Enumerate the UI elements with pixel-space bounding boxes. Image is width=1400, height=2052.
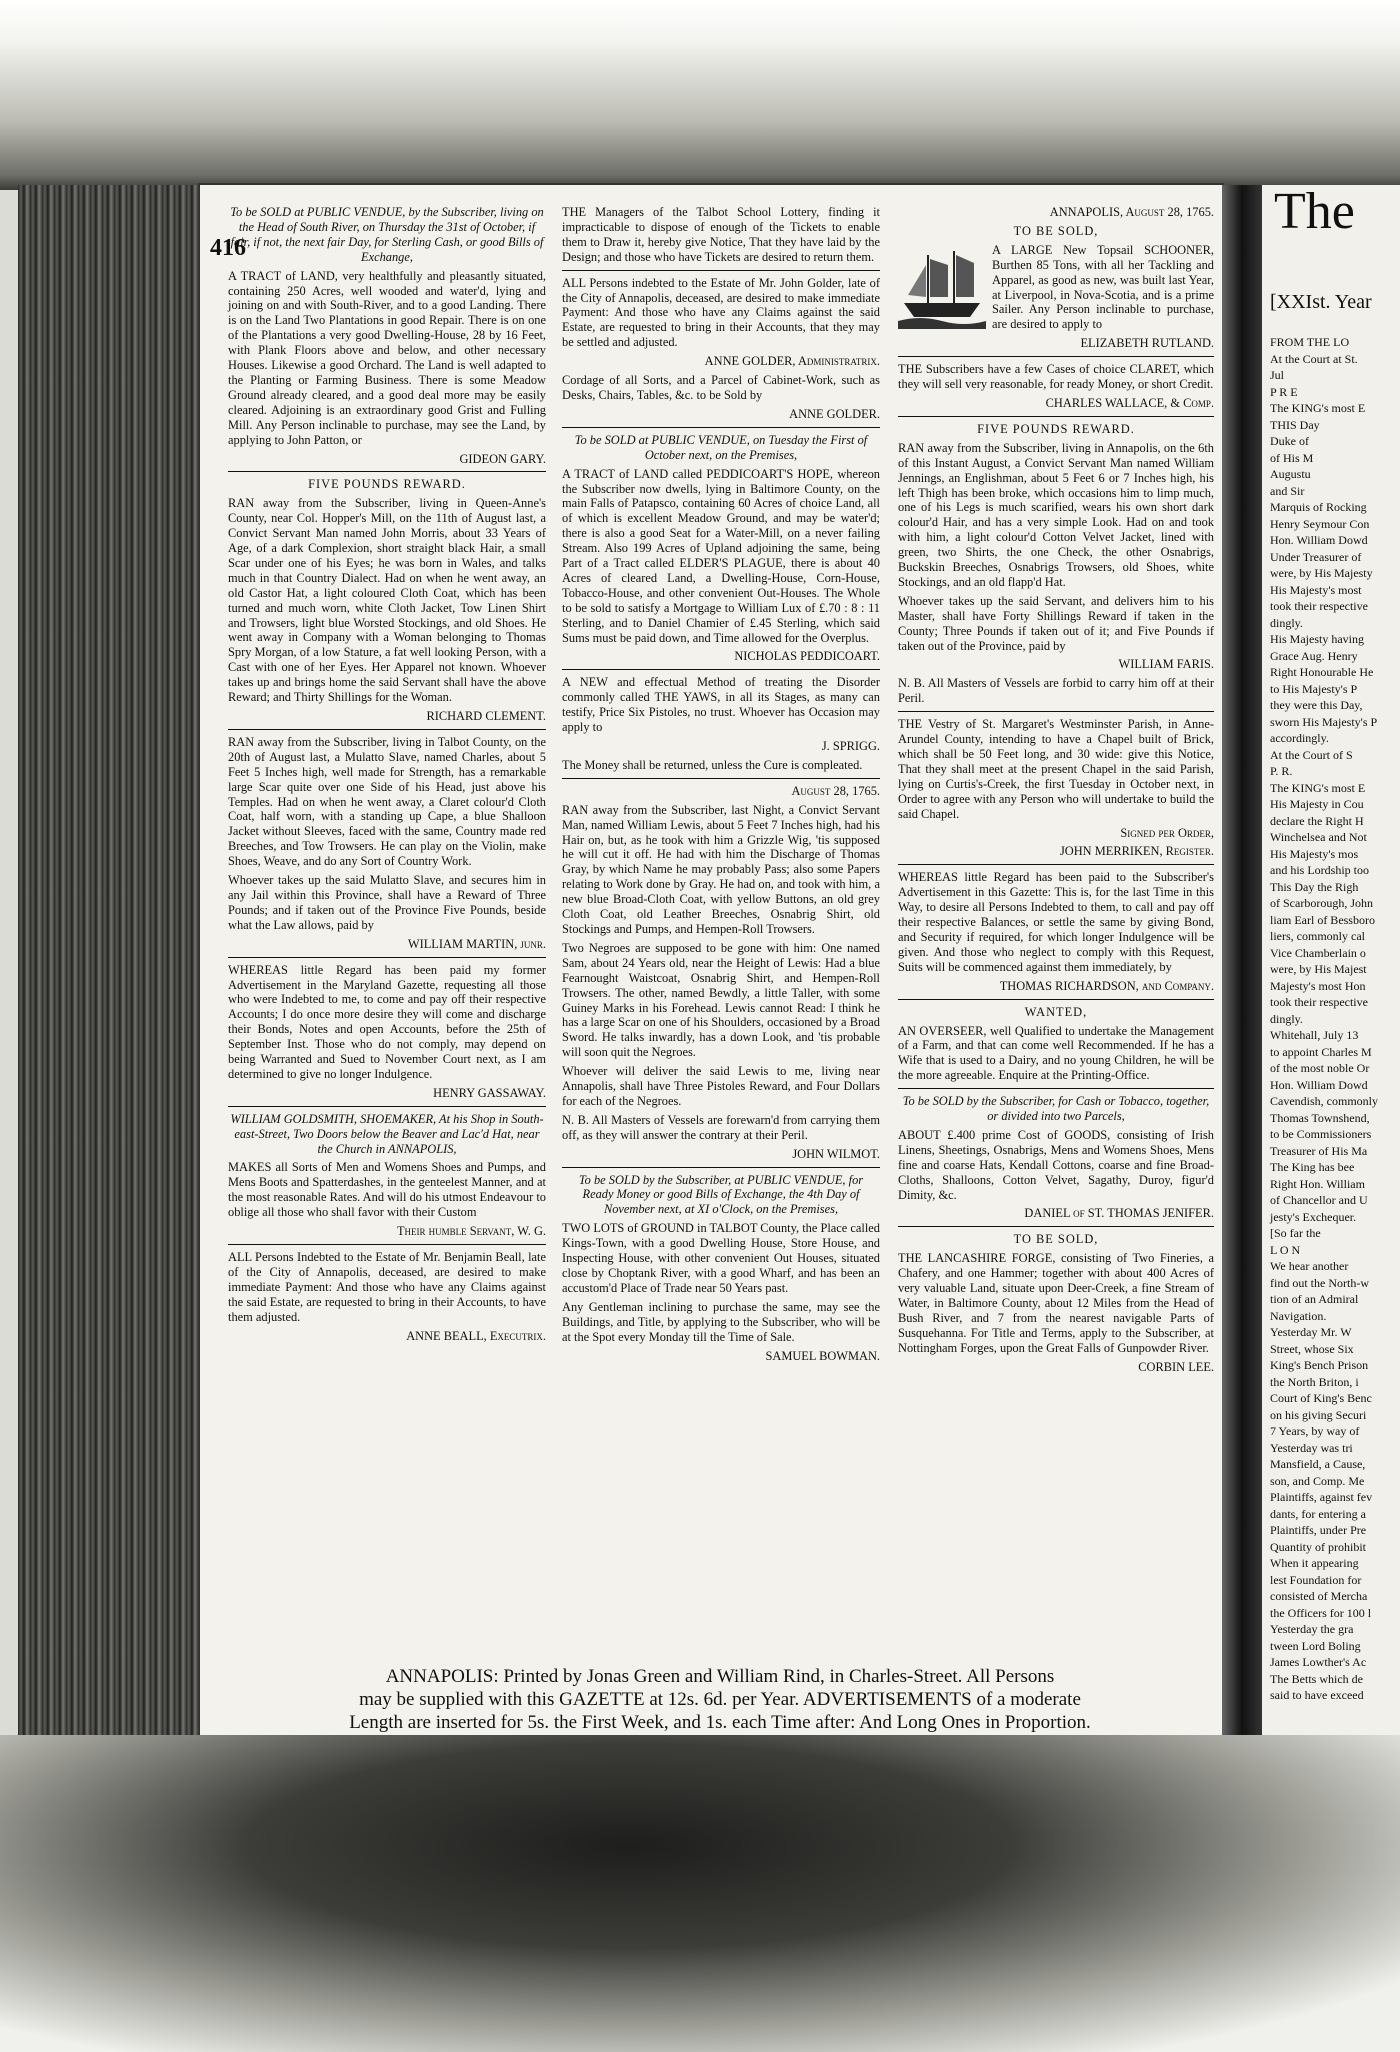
- ad-reward-signature: RICHARD CLEMENT.: [426, 709, 546, 723]
- imprint-line-2: may be supplied with this GAZETTE at 12s. 6d. per Year. ADVERTISEMENTS of a moderate: [359, 1689, 1081, 1710]
- column-3: [898, 205, 1214, 1379]
- ad-beall-signature: ANNE BEALL, Executrix.: [406, 1328, 546, 1343]
- photo-shadow-top: [0, 0, 1400, 190]
- ad-vendue-heading: To be SOLD at PUBLIC VENDUE, by the Subscriber, living on the Head of South River, on Thursday the 31st of October, if fair, if not, the next fair Day, for Sterling Cash, or good Bills of Exchange,: [230, 205, 544, 264]
- next-page-line: lest Foundation for: [1270, 1572, 1362, 1587]
- next-page-line: of His M: [1270, 450, 1314, 465]
- column-rule: [898, 999, 1214, 1000]
- ad-bowman-body: TWO LOTS of GROUND in TALBOT County, the Place called Kings-Town, with a good Dwelling House, Store House, and Inspecting House, with other convenient Out Houses, situated close by Choptank River, with a good Wharf, and has been an accustom'd Place of Trade near 50 Years past.: [562, 1221, 880, 1295]
- ad-claret-signature: CHARLES WALLACE, & Comp.: [1045, 395, 1214, 410]
- next-page-line: James Lowther's Ac: [1270, 1655, 1367, 1669]
- ad-wanted-title: WANTED,: [1024, 1004, 1088, 1019]
- book-page-edges: [18, 185, 198, 1735]
- ad-forge-title: TO BE SOLD,: [1013, 1232, 1099, 1247]
- next-page-line: Right Hon. William: [1270, 1176, 1365, 1191]
- column-rule: [562, 427, 880, 428]
- next-page-line: son, and Comp. Me: [1270, 1473, 1365, 1488]
- next-page-line: L O N: [1270, 1242, 1301, 1257]
- next-page-line: 7 Years, by way of: [1270, 1424, 1360, 1438]
- ad-peddicoart-body: A TRACT of LAND called PEDDICOART'S HOPE, whereon the Subscriber now dwells, lying in Baltimore County, on the main Falls of Patapsco, containing 60 Acres of choice Land, all of which is excellent Meadow Ground, and may be water'd; there is also a good Seat for a Water-Mill, on a never failing Stream. Also 199 Acres of Upland adjoining the same, being Part of a Tract called ELDER'S PLAGUE, there is about 40 Acres of cleared Land, a Dwelling-House, Corn-House, Tobacco-House, and other convenient Out-Houses. The Whole to be sold to satisfy a Mortgage to William Lux of £.70 : 8 : 11 Sterling, and to Daniel Chamier of £.45 Sterling, which said Sums must be paid down, and Time allowed for the Overplus.: [562, 466, 880, 645]
- ad-golder-body-2: Cordage of all Sorts, and a Parcel of Cabinet-Work, such as Desks, Chairs, Tables, &c. to be Sold by: [562, 373, 880, 402]
- next-page-line: Treasurer of His Ma: [1270, 1143, 1368, 1158]
- next-page-line: to His Majesty's P: [1270, 681, 1358, 696]
- next-page-line: Yesterday was tri: [1270, 1440, 1353, 1455]
- ad-peddicoart-signature: NICHOLAS PEDDICOART.: [734, 649, 880, 664]
- next-page-line: At the Court at St.: [1270, 351, 1358, 366]
- ad-goldsmith-body: MAKES all Sorts of Men and Womens Shoes and Pumps, and Mens Boots and Spatterdashes, in the genteelest Manner, and at the most reasonable Rates. And will do his utmost Endeavour to oblige all those who shall favor with their Custom: [228, 1160, 546, 1220]
- next-page-line: Thomas Townshend,: [1270, 1110, 1370, 1125]
- next-page-line: of Chancellor and U: [1270, 1193, 1368, 1207]
- next-page-line: Majesty's most Hon: [1270, 978, 1366, 993]
- next-page-line: His Majesty in Cou: [1270, 797, 1364, 811]
- next-page-line: Yesterday Mr. W: [1270, 1325, 1352, 1339]
- next-page-line: The Betts which de: [1270, 1671, 1363, 1686]
- next-page-line: they were this Day,: [1270, 698, 1363, 712]
- next-page-line: When it appearing: [1270, 1556, 1359, 1570]
- ad-jennings-signature: WILLIAM FARIS.: [1118, 657, 1214, 672]
- next-page-line: jesty's Exchequer.: [1270, 1209, 1357, 1224]
- column-rule: [228, 471, 546, 472]
- next-page-line: At the Court of S: [1270, 747, 1353, 762]
- column-rule: [562, 270, 880, 271]
- next-page-line: We hear another: [1270, 1259, 1349, 1273]
- next-page-line: The KING's most E: [1270, 780, 1366, 795]
- next-page-line: of the most noble Or: [1270, 1061, 1370, 1075]
- ad-yaws-signature: J. SPRIGG.: [821, 739, 880, 753]
- ad-richardson-signature: THOMAS RICHARDSON, and Company.: [999, 978, 1214, 993]
- next-page-line: Quantity of prohibit: [1270, 1539, 1366, 1554]
- next-page-line: dants, for entering a: [1270, 1506, 1366, 1521]
- ad-lottery-body: THE Managers of the Talbot School Lottery, finding it impracticable to dispose of enough of the Tickets to enable them to Draw it, hereby give Notice, That they have laid by the Design; and those who have Tickets are desired to return them.: [562, 205, 880, 264]
- column-rule: [562, 669, 880, 670]
- next-page-line: liers, commonly cal: [1270, 929, 1365, 943]
- ad-jennings-body-2: Whoever takes up the said Servant, and delivers him to his Master, shall have Forty Shillings Reward if taken in the County; Three Pounds if taken out of it; and Five Pounds if taken out of the Province, paid by: [898, 593, 1214, 653]
- next-page-line: Winchelsea and Not: [1270, 830, 1367, 844]
- ad-beall-body: ALL Persons Indebted to the Estate of Mr. Benjamin Beall, late of the City of Annapolis, deceased, are desired to make immediate Payment: And those who have any Claims against the said Estate, are requested to bring in their Accounts, to have them adjusted.: [228, 1250, 546, 1324]
- next-page-line: Hon. William Dowd: [1270, 1077, 1368, 1092]
- imprint-line-3: Length are inserted for 5s. the First Week, and 1s. each Time after: And Long Ones in Proportion.: [349, 1712, 1091, 1733]
- ad-wilmot-body-3: Whoever will deliver the said Lewis to me, living near Annapolis, shall have Three Pistoles Reward, and Four Dollars for each of the Negroes.: [562, 1064, 880, 1108]
- ad-wanted-body: AN OVERSEER, well Qualified to undertake the Management of a Farm, and that can come well Recommended. If he has a Wife that is used to a Dairy, and no young Children, he will be the more agreeable. Enquire at the Printing-Office.: [898, 1023, 1214, 1083]
- column-rule: [898, 1088, 1214, 1089]
- next-page-line: took their respective: [1270, 995, 1368, 1009]
- ad-vestry-order: Signed per Order,: [1120, 825, 1214, 840]
- ad-runaway-body: RAN away from the Subscriber, living in Talbot County, on the 20th of August last, a Mulatto Slave, named Charles, about 5 Feet 5 Inches high, well made for Strength, has a remarkable large Scar quite over one Side of his Head, just above his Temples. Had on when he went away, a Claret colour'd Cloth Coat, half worn, with a standing up Cape, a blue Shalloon Jacket without Sleeves, faced with the same, Country made red Breeches, and Tow Trowsers. He can play on the Violin, make Shoes, Weave, and do any Sort of Country Work.: [228, 734, 546, 869]
- column-rule: [228, 957, 546, 958]
- next-page-line: Marquis of Rocking: [1270, 500, 1367, 514]
- next-page-line: Grace Aug. Henry: [1270, 648, 1358, 663]
- next-page-line: King's Bench Prison: [1270, 1358, 1369, 1372]
- ad-forge-body: THE LANCASHIRE FORGE, consisting of Two Fineries, a Chafery, and one Hammer; together with about 400 Acres of very valuable Land, situate upon Deer-Creek, a fine Stream of Water, in Baltimore County, about 12 Miles from the Head of Bush River, and 7 from the nearest navigable Parts of Susquehanna. For Title and Terms, apply to the Subscriber, at Nottingham Forges, upon the Great Falls of Gunpowder River.: [898, 1251, 1214, 1355]
- next-page-line: Plaintiffs, against fev: [1270, 1490, 1373, 1504]
- ad-golder-signature-2: ANNE GOLDER.: [789, 406, 880, 421]
- column-rule: [898, 711, 1214, 712]
- column-rule: [898, 356, 1214, 357]
- ad-bowman-signature: SAMUEL BOWMAN.: [765, 1348, 880, 1363]
- next-page-line: Under Treasurer of: [1270, 549, 1362, 564]
- ad-golder-signature: ANNE GOLDER, Administratrix.: [704, 354, 880, 369]
- printer-imprint: [230, 1665, 1210, 1734]
- page-number: 416: [210, 235, 246, 261]
- column-1: [228, 205, 546, 1347]
- next-page-line: tween Lord Boling: [1270, 1638, 1361, 1653]
- next-page-line: sworn His Majesty's P: [1270, 714, 1378, 729]
- ad-goods-heading: To be SOLD by the Subscriber, for Cash or Tobacco, together, or divided into two Parcels,: [902, 1094, 1210, 1124]
- ad-yaws-note: The Money shall be returned, unless the Cure is compleated.: [562, 757, 863, 772]
- column-rule: [562, 1167, 880, 1168]
- ad-forge-signature: CORBIN LEE.: [1138, 1359, 1214, 1374]
- column-rule: [898, 864, 1214, 865]
- next-page-line: and Sir: [1270, 483, 1305, 498]
- ad-vestry-body: THE Vestry of St. Margaret's Westminster Parish, in Anne-Arundel County, intending to have a Chapel built of Brick, which shall be 50 Feet long, and 30 wide: give this Notice, That they shall meet at the present Chapel in the said Parish, lying on Curtis's-Creek, the first Tuesday in October next, in Order to agree with any Person who will undertake to build the said Chapel.: [898, 717, 1214, 821]
- ad-bowman-heading: To be SOLD by the Subscriber, at PUBLIC VENDUE, for Ready Money or good Bills of Exchange, the 4th Day of November next, at XI o'Clock, on the Premises,: [578, 1172, 864, 1217]
- next-page-line: consisted of Mercha: [1270, 1589, 1368, 1603]
- column-rule: [228, 729, 546, 730]
- next-page-line: P. R.: [1270, 764, 1293, 778]
- next-page-line: Jul: [1270, 368, 1285, 382]
- next-page-line: Whitehall, July 13: [1270, 1028, 1359, 1042]
- ad-claret-body: THE Subscribers have a few Cases of choice CLARET, which they will sell very reasonable, for ready Money, or short Credit.: [898, 362, 1214, 392]
- ad-wilmot-date: August 28, 1765.: [791, 783, 880, 798]
- ad-goldsmith-heading: WILLIAM GOLDSMITH, SHOEMAKER, At his Shop in South-east-Street, Two Doors below the Beaver and Lac'd Hat, near the Church in ANNAPOLIS,: [230, 1111, 544, 1156]
- next-page-line: accordingly.: [1270, 731, 1329, 745]
- column-rule: [228, 1106, 546, 1107]
- next-page-line: the Officers for 100 l: [1270, 1605, 1372, 1620]
- next-page-line: Right Honourable He: [1270, 665, 1374, 679]
- next-page-line: of Scarborough, John: [1270, 896, 1373, 910]
- next-page-year: [XXIst. Year: [1270, 291, 1372, 313]
- next-page-line: said to have exceed: [1270, 1688, 1364, 1702]
- ad-yaws-body: A NEW and effectual Method of treating the Disorder commonly called THE YAWS, in all its Stages, as many can testify, Price Six Pistoles, no trust. Whoever has Occasion may apply to: [562, 675, 880, 735]
- next-page-line: declare the Right H: [1270, 813, 1364, 828]
- next-page-line: were, by His Majest: [1270, 962, 1367, 976]
- ship-woodcut-icon: [898, 245, 986, 329]
- next-page-line: tion of an Admiral: [1270, 1292, 1359, 1306]
- next-page-line: The King has bee: [1270, 1160, 1355, 1174]
- newspaper-page: [200, 185, 1222, 1735]
- next-page-line: The KING's most E: [1270, 401, 1366, 415]
- ad-goods-signature: DANIEL of ST. THOMAS JENIFER.: [1024, 1206, 1214, 1221]
- ad-wilmot-body-2: Two Negroes are supposed to be gone with him: One named Sam, about 24 Years old, near the Height of Lewis: Had a blue Fearnought Waistcoat, Osnabrig Shirt, and Hempen-Roll Trowsers. The other, named Bewdly, a little Taller, with some Guiney Marks in his Forehead. Lewis cannot Read: I think he has a large Scar on one of his Shoulders, occasioned by a Broad Sword. He talks inwardly, has a down Look, and 'tis probable will soon quit the Negroes.: [562, 940, 880, 1060]
- ad-reward-title-2: FIVE POUNDS REWARD.: [977, 421, 1135, 436]
- next-page-line: Yesterday the gra: [1270, 1622, 1354, 1636]
- next-page-line: to be Commissioners: [1270, 1127, 1372, 1141]
- next-page-line: This Day the Righ: [1270, 879, 1359, 894]
- next-page-line: Street, whose Six: [1270, 1341, 1354, 1356]
- next-page-line: P R E: [1270, 384, 1298, 399]
- next-page-line: Cavendish, commonly: [1270, 1094, 1378, 1108]
- photo-shadow-bottom: [0, 1735, 1400, 2052]
- next-page-line: His Majesty's most: [1270, 582, 1362, 597]
- ad-peddicoart-heading: To be SOLD at PUBLIC VENDUE, on Tuesday the First of October next, on the Premises,: [574, 432, 868, 462]
- ad-reward-body: RAN away from the Subscriber, living in Queen-Anne's County, near Col. Hopper's Mill, on the 11th of August last, a Convict Servant Man named John Morris, about 33 Years of Age, of a dark Complexion, short straight black Hair, a small Scar under one of his Eyes; he was born in Wales, and talks much in that Country Dialect. Had on when he went away, an old Castor Hat, a light coloured Cloth Coat, which has been turned and much worn, white Cloth Jacket, Tow Linen Shirt and Trowsers, light blue Worsted Stockings, and old Shoes. He went away in Company with a Woman belonging to Thomas Spry Morgan, of a low Stature, a fat well looking Person, with a Cast with one of her Eyes. Her Apparel not known. Whoever takes up and brings home the said Servant shall have the above Reward; and Thirty Shillings for the Woman.: [228, 496, 546, 705]
- next-page-line: FROM THE LO: [1270, 335, 1350, 349]
- next-page-line: took their respective: [1270, 599, 1368, 613]
- next-page-line: Vice Chamberlain o: [1270, 945, 1366, 960]
- next-page-line: Navigation.: [1270, 1308, 1327, 1323]
- column-rule: [228, 1244, 546, 1245]
- next-page-line: THIS Day: [1270, 417, 1320, 432]
- next-page-line: the North Briton, i: [1270, 1374, 1359, 1389]
- ad-jennings-body: RAN away from the Subscriber, living in Annapolis, on the 6th of this Instant August, a Convict Servant Man named William Jennings, an Englishman, about 5 Feet 6 or 7 Inches high, his left Thigh has been broke, which occasions him to limp much, one of his Legs is much scarified, wears his own short dark colour'd Hair, and has a very simple Look. Had on and took with him, a light colour'd Cotton Velvet Jacket, lined with green, two Shirts, the one Check, the other Osnabrigs, Buckskin Breeches, Osnabrigs Trowsers, old Shoes, white Stockings, and an old flapp'd Hat.: [898, 440, 1214, 589]
- ad-goods-body: ABOUT £.400 prime Cost of GOODS, consisting of Irish Linens, Sheetings, Osnabrigs, Mens and Womens Shoes, Mens fine and coarse Hats, Kendall Cottons, coarse and fine Broad-Cloths, Shalloons, Cotton Velvet, Sagathy, Duroy, figur'd Dimity, &c.: [898, 1127, 1214, 1202]
- ad-schooner-title: TO BE SOLD,: [1013, 223, 1099, 238]
- ad-reward-title: FIVE POUNDS REWARD.: [308, 477, 466, 492]
- next-page-line: on his giving Securi: [1270, 1407, 1367, 1422]
- next-page-fragment: [1262, 185, 1400, 1735]
- next-page-line: to appoint Charles M: [1270, 1044, 1372, 1059]
- column-rule: [898, 1226, 1214, 1227]
- next-page-line: dingly.: [1270, 615, 1303, 630]
- ad-wilmot-nb: N. B. All Masters of Vessels are forewarn'd from carrying them off, as they will answer the contrary at their Peril.: [562, 1112, 880, 1142]
- ad-wilmot-body: RAN away from the Subscriber, last Night, a Convict Servant Man, named William Lewis, about 5 Feet 7 Inches high, had his Hair on, but, as he took with him a Grizzle Wig, 'tis supposed he will cut it off. He had with him the Discharge of Thomas Gray, by which Name he may probably Pass; also some Papers relating to Work done by Gray. He had on, and took with him, a new blue Broad-Cloth Coat, with yellow Buttons, an old grey Cloth Coat, old Leather Breeches, Osnabrig Shirt, old Stockings and Pumps, and Hempen-Roll Trowsers.: [562, 802, 880, 936]
- next-page-line: liam Earl of Bessboro: [1270, 912, 1375, 927]
- next-page-title: The: [1274, 185, 1355, 240]
- ad-schooner-body: A LARGE New Topsail SCHOONER, Burthen 85 Tons, with all her Tackling and Apparel, as good as new, was built last Year, at Liverpool, in Nova-Scotia, and is a prime Sailer. Any Person inclinable to purchase, are desired to apply to: [992, 242, 1214, 332]
- next-page-line: Duke of: [1270, 434, 1309, 448]
- column-2: [562, 205, 880, 1367]
- next-page-line: Henry Seymour Con: [1270, 516, 1370, 531]
- dateline: ANNAPOLIS, August 28, 1765.: [1049, 205, 1214, 219]
- ad-goldsmith-signature: Their humble Servant, W. G.: [396, 1224, 546, 1239]
- ad-jennings-nb: N. B. All Masters of Vessels are forbid to carry him off at their Peril.: [898, 676, 1214, 706]
- next-page-line: Court of King's Benc: [1270, 1391, 1372, 1405]
- ad-vendue-body: A TRACT of LAND, very healthfully and pleasantly situated, containing 250 Acres, well wooded and water'd, lying and joining on and with South-River, and to a good Landing. There is on the Land Two Plantations in good Repair. There is on one of the Plantations a very good Dwelling-House, 28 by 16 Feet, with Plank Floors above and below, and other necessary Houses. Likewise a good Orchard. The Land is well adapted to the Planting or Farming Business. There is some Meadow Ground already cleared, and a good deal more may be easily cleared. Adjoining is an extraordinary good Grist and Fulling Mill. Any Person inclinable to purchase, may see the Land, by applying to John Patton, or: [228, 268, 546, 447]
- ad-runaway-body-2: Whoever takes up the said Mulatto Slave, and secures him in any Jail within this Province, shall have a Reward of Three Pounds; and if taken out of the Province Five Pounds, beside what the Law allows, paid by: [228, 873, 546, 932]
- next-page-line: were, by His Majesty: [1270, 566, 1373, 580]
- ad-wilmot-signature: JOHN WILMOT.: [792, 1146, 880, 1161]
- ad-vendue-signature: GIDEON GARY.: [459, 451, 546, 466]
- column-rule: [562, 778, 880, 779]
- column-rule: [898, 416, 1214, 417]
- next-page-line: and his Lordship too: [1270, 863, 1369, 877]
- ad-schooner-signature: ELIZABETH RUTLAND.: [1080, 336, 1214, 351]
- next-page-line: His Majesty having: [1270, 632, 1364, 646]
- ad-whereas-body: WHEREAS little Regard has been paid my former Advertisement in the Maryland Gazette, requesting all those who were Indebted to me, to come and pay off their respective Accounts; I do once more desire they will come and discharge their Bonds, Notes and open Accounts, before the 25th of September Inst. Those who do not comply, may depend on being Warranted and Sued to November Court next, as I am determined to give no longer Indulgence.: [228, 962, 546, 1081]
- ad-runaway-signature: WILLIAM MARTIN, junr.: [407, 936, 546, 951]
- next-page-line: find out the North-w: [1270, 1275, 1369, 1290]
- next-page-line: Mansfield, a Cause,: [1270, 1457, 1366, 1471]
- ad-bowman-body-2: Any Gentleman inclining to purchase the same, may see the Buildings, and Title, by applying to the Subscriber, who will be at the Spot every Monday till the Time of Sale.: [562, 1299, 880, 1344]
- ad-golder-body: ALL Persons indebted to the Estate of Mr. John Golder, late of the City of Annapolis, deceased, are desired to make immediate Payment: And those who have any Claims against the said Estate, are requested to bring in their Accounts, that they may be settled and adjusted.: [562, 275, 880, 350]
- next-page-line: Hon. William Dowd: [1270, 533, 1368, 547]
- next-page-line: His Majesty's mos: [1270, 846, 1359, 861]
- ad-whereas-signature: HENRY GASSAWAY.: [433, 1085, 546, 1100]
- imprint-line-1: ANNAPOLIS: Printed by Jonas Green and William Rind, in Charles-Street. All Persons: [385, 1666, 1055, 1687]
- next-page-line: Augustu: [1270, 467, 1311, 481]
- ad-vestry-signature: JOHN MERRIKEN, Register.: [1059, 844, 1214, 859]
- ad-richardson-body: WHEREAS little Regard has been paid to the Subscriber's Advertisement in this Gazette: This is, for the last Time in this Way, to desire all Persons Indebted to them, to call and pay off their respective Balances, or settle the same by giving Bond, and Security if required, for which longer Indulgence will be given. And those who neglect to comply with this Request, Suits will be commenced against them immediately, by: [898, 870, 1214, 974]
- next-page-line: Plaintiffs, under Pre: [1270, 1523, 1367, 1537]
- next-page-line: [So far the: [1270, 1226, 1321, 1240]
- next-page-line: dingly.: [1270, 1011, 1303, 1026]
